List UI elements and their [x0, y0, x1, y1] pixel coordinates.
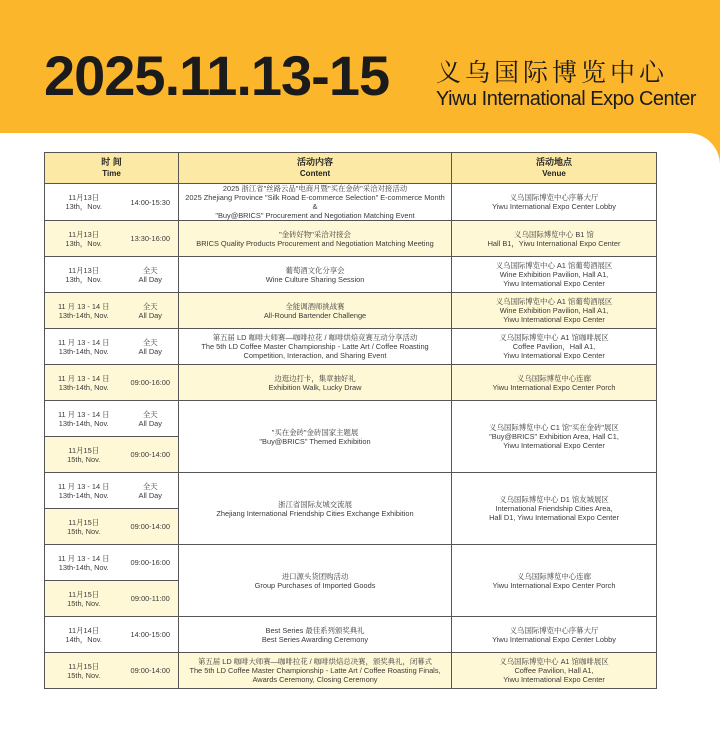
event-date: 2025.11.13-15	[44, 44, 390, 107]
cell-date: 11 月 13 - 14 日 13th-14th, Nov.	[45, 293, 123, 329]
venue-title-cn: 义乌国际博览中心	[436, 58, 669, 87]
cell-content: 全能调酒师挑战赛 All-Round Bartender Challenge	[179, 293, 452, 329]
cell-time: 全天 All Day	[123, 257, 179, 293]
cell-time: 09:00-11:00	[123, 581, 179, 617]
cell-content: 2025 浙江省"丝路云品"电商月暨"买在金砖"采洽对接活动 2025 Zhejiang Province "Silk Road E-commerce Selection" E-commerce Month & "Buy@BRICS" Procurement and Negotiation Matching Event	[179, 184, 452, 221]
cell-time: 09:00-16:00	[123, 545, 179, 581]
cell-venue: 义乌国际博览中心 A1 馆咖啡展区 Coffee Pavilion, Hall A1, Yiwu International Expo Center	[452, 653, 657, 689]
cell-time: 09:00-14:00	[123, 437, 179, 473]
table-header-row	[45, 153, 657, 184]
cell-date: 11 月 13 - 14 日 13th-14th, Nov.	[45, 329, 123, 365]
cell-time: 全天 All Day	[123, 401, 179, 437]
header-time-cn: 时 间	[101, 157, 122, 167]
table-row	[45, 184, 657, 221]
cell-time: 全天 All Day	[123, 293, 179, 329]
cell-content: 浙江省国际友城交流展 Zhejiang International Friendship Cities Exchange Exhibition	[179, 473, 452, 545]
cell-venue: 义乌国际博览中心序幕大厅 Yiwu International Expo Center Lobby	[452, 184, 657, 221]
cell-date: 11 月 13 - 14 日 13th-14th, Nov.	[45, 401, 123, 437]
cell-date: 11月15日 15th, Nov.	[45, 437, 123, 473]
cell-date: 11月13日 13th，Nov.	[45, 257, 123, 293]
cell-venue: 义乌国际博览中心 A1 馆葡萄酒展区 Wine Exhibition Pavilion, Hall A1, Yiwu International Expo Center	[452, 257, 657, 293]
cell-date: 11 月 13 - 14 日 13th-14th, Nov.	[45, 365, 123, 401]
cell-venue: 义乌国际博览中心序幕大厅 Yiwu International Expo Center Lobby	[452, 617, 657, 653]
cell-content: 进口源头货团购活动 Group Purchases of Imported Goods	[179, 545, 452, 617]
cell-time: 全天 All Day	[123, 329, 179, 365]
table-row	[45, 473, 657, 509]
table-row	[45, 617, 657, 653]
cell-venue: 义乌国际博览中心连廊 Yiwu International Expo Center Porch	[452, 365, 657, 401]
cell-venue: 义乌国际博览中心 A1 馆咖啡展区 Coffee Pavilion，Hall A1, Yiwu International Expo Center	[452, 329, 657, 365]
cell-date: 11月15日 15th, Nov.	[45, 653, 123, 689]
table-row	[45, 653, 657, 689]
cell-time: 09:00-14:00	[123, 509, 179, 545]
table-row	[45, 293, 657, 329]
header-time	[45, 153, 179, 184]
cell-content: 葡萄酒文化分享会 Wine Culture Sharing Session	[179, 257, 452, 293]
cell-date: 11月14日 14th，Nov.	[45, 617, 123, 653]
cell-content: "买在金砖"金砖国家主题展 "Buy@BRICS" Themed Exhibition	[179, 401, 452, 473]
cell-date: 11月13日 13th，Nov.	[45, 221, 123, 257]
cell-content: "金砖好物"采洽对接会 BRICS Quality Products Procurement and Negotiation Matching Meeting	[179, 221, 452, 257]
cell-date: 11月13日 13th，Nov.	[45, 184, 123, 221]
header-content-cn: 活动内容	[297, 157, 334, 167]
cell-time: 09:00-16:00	[123, 365, 179, 401]
cell-time: 13:30-16:00	[123, 221, 179, 257]
table-row	[45, 401, 657, 437]
cell-date: 11 月 13 - 14 日 13th-14th, Nov.	[45, 545, 123, 581]
cell-date: 11 月 13 - 14 日 13th-14th, Nov.	[45, 473, 123, 509]
cell-content: Best Series 最佳系列颁奖典礼 Best Series Awarding Ceremony	[179, 617, 452, 653]
table-row	[45, 545, 657, 581]
cell-venue: 义乌国际博览中心 D1 馆友城展区 International Friendship Cities Area, Hall D1, Yiwu International Expo Center	[452, 473, 657, 545]
schedule-table	[44, 152, 657, 689]
cell-content: 边逛边打卡，集章抽好礼 Exhibition Walk, Lucky Draw	[179, 365, 452, 401]
cell-venue: 义乌国际博览中心连廊 Yiwu International Expo Center Porch	[452, 545, 657, 617]
cell-venue: 义乌国际博览中心 C1 馆"买在金砖"展区 "Buy@BRICS" Exhibition Area, Hall C1, Yiwu International Expo Center	[452, 401, 657, 473]
table-row	[45, 329, 657, 365]
cell-time: 14:00-15:00	[123, 617, 179, 653]
cell-content: 第五届 LD 咖啡大师赛—咖啡拉花 / 咖啡烘焙总决赛，颁奖典礼，闭幕式 The 5th LD Coffee Master Championship - Latte Art / Coffee Roasting Finals, Awards Ceremony, Closing Ceremony	[179, 653, 452, 689]
cell-date: 11月15日 15th, Nov.	[45, 581, 123, 617]
cell-date: 11月15日 15th, Nov.	[45, 509, 123, 545]
schedule-body	[45, 184, 657, 689]
table-row	[45, 257, 657, 293]
cell-content: 第五届 LD 咖啡大师赛—咖啡拉花 / 咖啡烘焙竞赛互动分享活动 The 5th LD Coffee Master Championship - Latte Art / Coffee Roasting Competition, Interaction, and Sharing Event	[179, 329, 452, 365]
header-venue	[452, 153, 657, 184]
header-venue-en: Venue	[542, 169, 566, 178]
cell-venue: 义乌国际博览中心 A1 馆葡萄酒展区 Wine Exhibition Pavilion, Hall A1, Yiwu International Expo Center	[452, 293, 657, 329]
venue-title-en: Yiwu International Expo Center	[436, 88, 696, 110]
header-banner	[0, 0, 720, 135]
cell-time: 09:00-14:00	[123, 653, 179, 689]
table-row	[45, 221, 657, 257]
header-content-en: Content	[299, 169, 331, 178]
table-row	[45, 365, 657, 401]
cell-time: 14:00-15:30	[123, 184, 179, 221]
cell-time: 全天 All Day	[123, 473, 179, 509]
header-time-en: Time	[102, 169, 121, 178]
cell-venue: 义乌国际博览中心 B1 馆 Hall B1，Yiwu International Expo Center	[452, 221, 657, 257]
header-content	[179, 153, 452, 184]
header-venue-cn: 活动地点	[536, 157, 573, 167]
